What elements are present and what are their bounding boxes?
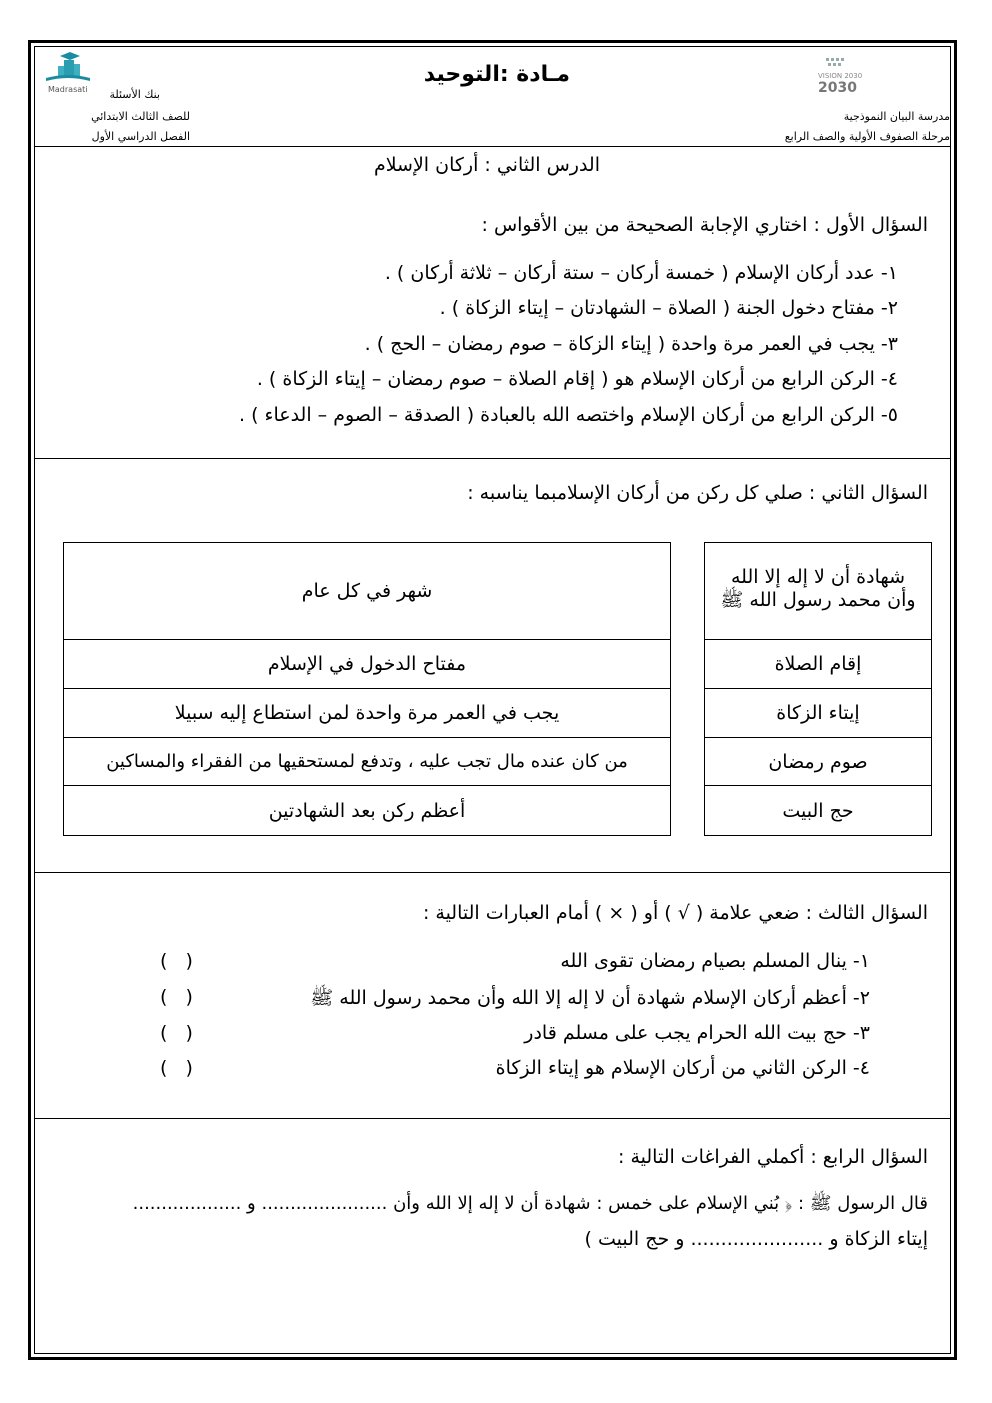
section-divider <box>34 1118 951 1119</box>
question-bank-label: بنك الأسئلة <box>109 88 160 101</box>
pillar-cell[interactable]: صوم رمضان <box>705 738 932 786</box>
svg-text:2030: 2030 <box>818 80 857 96</box>
descriptions-table <box>63 542 671 836</box>
question-3-item: ٢- أعظم أركان الإسلام شهادة أن لا إله إلا الله وأن محمد رسول الله ﷺ <box>310 987 870 1009</box>
pillar-cell[interactable]: حج البيت <box>705 786 932 836</box>
description-cell[interactable]: مفتاح الدخول في الإسلام <box>64 640 671 689</box>
question-1-item: ٢- مفتاح دخول الجنة ( الصلاة – الشهادتان – إيتاء الزكاة ) . <box>439 297 898 319</box>
section-divider <box>34 872 951 873</box>
fill-blank-line-2[interactable]: إيتاء الزكاة و ...................... و حج البيت ) <box>584 1228 928 1250</box>
school-stage: مرحلة الصفوف الأولية والصف الرابع <box>784 130 950 143</box>
answer-box[interactable]: ( ) <box>160 950 199 972</box>
question-1-item: ٤- الركن الرابع من أركان الإسلام هو ( إقام الصلاة – صوم رمضان – إيتاء الزكاة ) . <box>256 368 898 390</box>
description-cell[interactable]: أعظم ركن بعد الشهادتين <box>64 786 671 836</box>
term-label: الفصل الدراسي الأول <box>91 130 190 143</box>
grade-label: للصف الثالث الابتدائي <box>91 110 190 123</box>
pillars-table <box>704 542 932 836</box>
pillar-shahada-line1: شهادة أن لا إله إلا الله <box>730 566 906 588</box>
question-2-title: السؤال الثاني : صلي كل ركن من أركان الإسلامبما يناسبه : <box>467 482 928 504</box>
vision-2030-logo <box>812 56 864 102</box>
description-cell[interactable]: من كان عنده مال تجب عليه ، وتدفع لمستحقيها من الفقراء والمساكين <box>64 738 671 786</box>
question-3-item: ١- ينال المسلم بصيام رمضان تقوى الله <box>560 950 870 972</box>
section-divider <box>34 458 951 459</box>
pillar-cell[interactable] <box>705 543 932 640</box>
pillar-cell[interactable]: إقام الصلاة <box>705 640 932 689</box>
question-1-item: ٣- يجب في العمر مرة واحدة ( إيتاء الزكاة – صوم رمضان – الحج ) . <box>364 333 898 355</box>
svg-text:Madrasati: Madrasati <box>48 85 88 94</box>
pillar-shahada-line2: وأن محمد رسول الله ﷺ <box>720 589 916 611</box>
subject-title: مـادة :التوحيد <box>423 62 570 87</box>
question-1-item: ١- عدد أركان الإسلام ( خمسة أركان – ستة أركان – ثلاثة أركان ) . <box>384 262 898 284</box>
question-3-title: السؤال الثالث : ضعي علامة ( √ ) أو ( × ) أمام العبارات التالية : <box>422 902 928 924</box>
svg-text:VISION 2030: VISION 2030 <box>818 72 863 80</box>
answer-box[interactable]: ( ) <box>160 986 199 1008</box>
question-3-item: ٣- حج بيت الله الحرام يجب على مسلم قادر <box>524 1022 870 1044</box>
header-divider <box>34 146 951 147</box>
description-cell[interactable]: يجب في العمر مرة واحدة لمن استطاع إليه سبيلا <box>64 689 671 738</box>
pillar-cell[interactable]: إيتاء الزكاة <box>705 689 932 738</box>
school-name: مدرسة البيان النموذجية <box>843 110 950 123</box>
answer-box[interactable]: ( ) <box>160 1022 199 1044</box>
question-3-item: ٤- الركن الثاني من أركان الإسلام هو إيتاء الزكاة <box>495 1057 870 1079</box>
description-cell[interactable]: شهر في كل عام <box>64 543 671 640</box>
question-1-item: ٥- الركن الرابع من أركان الإسلام واختصه الله بالعبادة ( الصدقة – الصوم – الدعاء ) . <box>238 404 898 426</box>
answer-box[interactable]: ( ) <box>160 1057 199 1079</box>
question-4-title: السؤال الرابع : أكملي الفراغات التالية : <box>618 1146 928 1168</box>
question-1-title: السؤال الأول : اختاري الإجابة الصحيحة من بين الأقواس : <box>481 214 928 236</box>
lesson-title: الدرس الثاني : أركان الإسلام <box>373 154 600 176</box>
fill-blank-line-1[interactable]: قال الرسول ﷺ : ﴿ بُني الإسلام على خمس : شهادة أن لا إله إلا الله وأن ...................... و ................... <box>132 1193 928 1214</box>
